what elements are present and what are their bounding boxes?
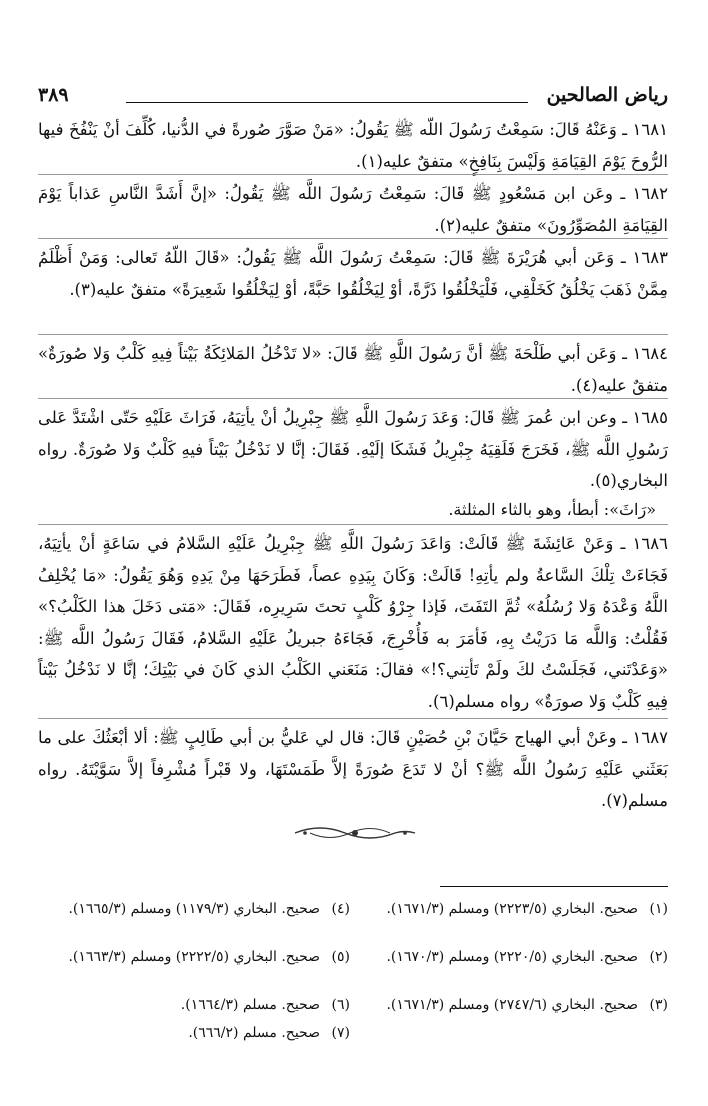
hadith-1681: ١٦٨١ ـ وَعَنْهُ قَالَ: سَمِعْتُ رَسُولَ اللّه ﷺ يَقُولُ: «مَنْ صَوَّرَ صُورةً في الدُّنيا، كُلِّفَ أنْ يَنْفُخَ فيها الرُّوحَ يَوْمَ القِيَامَةِ وَلَيْسَ بِنَافِخٍ» متفقٌ عليه(١).: [38, 120, 668, 171]
footnote-6: [50, 992, 350, 1018]
footnote-2: [368, 944, 668, 970]
footnote-3: [368, 992, 668, 1018]
footnote-text: صحيح. مسلم (٦٦٦/٢).: [188, 1025, 320, 1041]
footnote-rule: [440, 886, 668, 887]
hadith-1682: ١٦٨٢ ـ وعَن ابن مَسْعُودٍ ﷺ قَالَ: سَمِعْتُ رَسُولَ اللَّه ﷺ يَقُولُ: «إنَّ أَشَدَّ النَّاسِ عَذاباً يَوْمَ القِيَامَةِ المُصَوِّرُونَ» متفقٌ عليه(٢).: [38, 184, 668, 235]
book-title: رياض الصالحين: [546, 84, 668, 106]
hadith-divider: [38, 174, 668, 175]
footnote-4: [50, 896, 350, 922]
footnote-text: صحيح. مسلم (١٦٦٤/٣).: [180, 997, 320, 1013]
footnote-number: (٧): [331, 1025, 350, 1041]
footnote-text: صحيح. البخاري (٢٢٢٢/٥) ومسلم (١٦٦٣/٣).: [68, 949, 320, 965]
page-header: [38, 84, 668, 110]
footnote-text: صحيح. البخاري (٢٧٤٧/٦) ومسلم (١٦٧١/٣).: [386, 997, 638, 1013]
footnote-5: [50, 944, 350, 970]
hadith-1685: ١٦٨٥ ـ وعن ابن عُمرَ ﷺ قَالَ: وَعَدَ رَسُولَ اللَّهِ ﷺ جِبْرِيلُ أنْ يأتِيَهُ، فَرَاثَ عَلَيْهِ حَتّى اشْتَدَّ عَلى رَسُولِ اللَّه ﷺ، فَخَرَجَ فَلَقِيَهُ جِبْرِيلُ فَشَكَا إلَيْهِ. فَقَالَ: إنَّا لا نَدْخُلُ بَيْتاً فيهِ كَلْبٌ وَلا صُورَةٌ. رواه البخاري(٥).: [38, 408, 668, 490]
footnote-text: صحيح. البخاري (٢٢٢٠/٥) ومسلم (١٦٧٠/٣).: [386, 949, 638, 965]
footnote-text: صحيح. البخاري (٢٢٢٣/٥) ومسلم (١٦٧١/٣).: [386, 901, 638, 917]
hadith-divider: [38, 238, 668, 239]
footnote-number: (٥): [331, 949, 350, 965]
hadith-divider: [38, 398, 668, 399]
hadith-divider: [38, 334, 668, 335]
footnote-number: (٣): [649, 997, 668, 1013]
footnote-number: (٦): [331, 997, 350, 1013]
header-rule: [126, 102, 528, 103]
page-number: ٣٨٩: [38, 84, 69, 106]
footnote-number: (٢): [649, 949, 668, 965]
hadith-divider: [38, 524, 668, 525]
hadith-1683: ١٦٨٣ ـ وَعَن أبي هُرَيْرَةَ ﷺ قَالَ: سَمِعْتُ رَسُولَ اللَّه ﷺ يَقُولُ: «قَالَ اللّهُ تَعالى: وَمَنْ أَظْلَمُ مِمَّنْ ذَهَبَ يَخْلُقُ كَخَلْقِي، فَلْيَخْلُقُوا ذَرَّةً، أوْ لِيَخْلُقُوا حَبَّةً، أوْ لِيَخْلُقُوا شَعِيرَةً» متفقٌ عليه(٣).: [38, 248, 668, 299]
glossary-note: «رَاثَ»: أبطأ، وهو بالثاء المثلثة.: [448, 500, 656, 519]
hadith-1684: ١٦٨٤ ـ وَعَن أبي طَلْحَةَ ﷺ أنَّ رَسُولَ اللَّهِ ﷺ قَالَ: «لا تَدْخُلُ المَلائِكَةُ بَيْتاً فِيهِ كَلْبٌ وَلا صُورَةٌ» متفقٌ عليه(٤).: [38, 344, 668, 395]
footnote-number: (١): [649, 901, 668, 917]
footnote-number: (٤): [331, 901, 350, 917]
hadith-divider: [38, 718, 668, 719]
hadith-1687: ١٦٨٧ ـ وعَنْ أبي الهياج حَيَّانَ بْنِ حُصَيْنٍ قَالَ: قال لي عَليُّ بن أبي طَالِبٍ ﷺ: ألا أبْعَثُكَ على ما بَعَثَني عَلَيْهِ رَسُولُ اللَّه ﷺ؟ أنْ لا تَدَعَ صُورَةً إلاَّ طَمَسْتَهَا، ولا قَبْراً مُشْرِفاً إلاَّ سَوَّيْتَهُ. رواه مسلم(٧).: [38, 728, 668, 810]
footnote-1: [368, 896, 668, 922]
footnote-7: [50, 1020, 350, 1046]
ornament-divider: [290, 818, 420, 848]
hadith-1686: ١٦٨٦ ـ وَعَنْ عَائِشَةَ ﷺ قَالَتْ: وَاعَدَ رَسُولَ اللَّهِ ﷺ جِبْرِيلُ عَلَيْهِ السَّلامُ في سَاعَةٍ أنْ يأتِيَهُ، فَجَاءَتْ تِلْكَ السَّاعةُ ولم يأتِهِ! قَالَتْ: وَكَانَ بِيَدِهِ عصاً، فَطَرَحَهَا مِنْ يَدِهِ وَهُوَ يَقُولُ: «مَا يُخْلِفُ اللَّهُ وَعْدَهُ وَلا رُسُلُهُ» ثُمَّ التَفَتَ، فَإذا جِرْوُ كَلْبٍ تحتَ سَرِيرِه، فَقَالَ: «مَتى دَخَلَ هذا الكَلْبُ؟» فَقُلْتُ: وَاللَّه مَا دَرَيْتُ بِهِ، فَأمَرَ به فَأُخْرِجَ، فَجَاءَهُ جبريلُ عَلَيْهِ السَّلامُ، فَقَالَ رَسُولُ اللَّه ﷺ: «وَعَدْتَني، فَجَلَسْتُ لكَ ولَمْ تَأتِني؟!» فقالَ: مَنَعَني الكَلْبُ الذي كَانَ في بَيْتِكَ؛ إنَّا لا نَدْخُلُ بَيْتاً فِيهِ كَلْبٌ وَلا صورَةٌ» رواه مسلم(٦).: [38, 534, 668, 711]
footnote-text: صحيح. البخاري (١١٧٩/٣) ومسلم (١٦٦٥/٣).: [68, 901, 320, 917]
